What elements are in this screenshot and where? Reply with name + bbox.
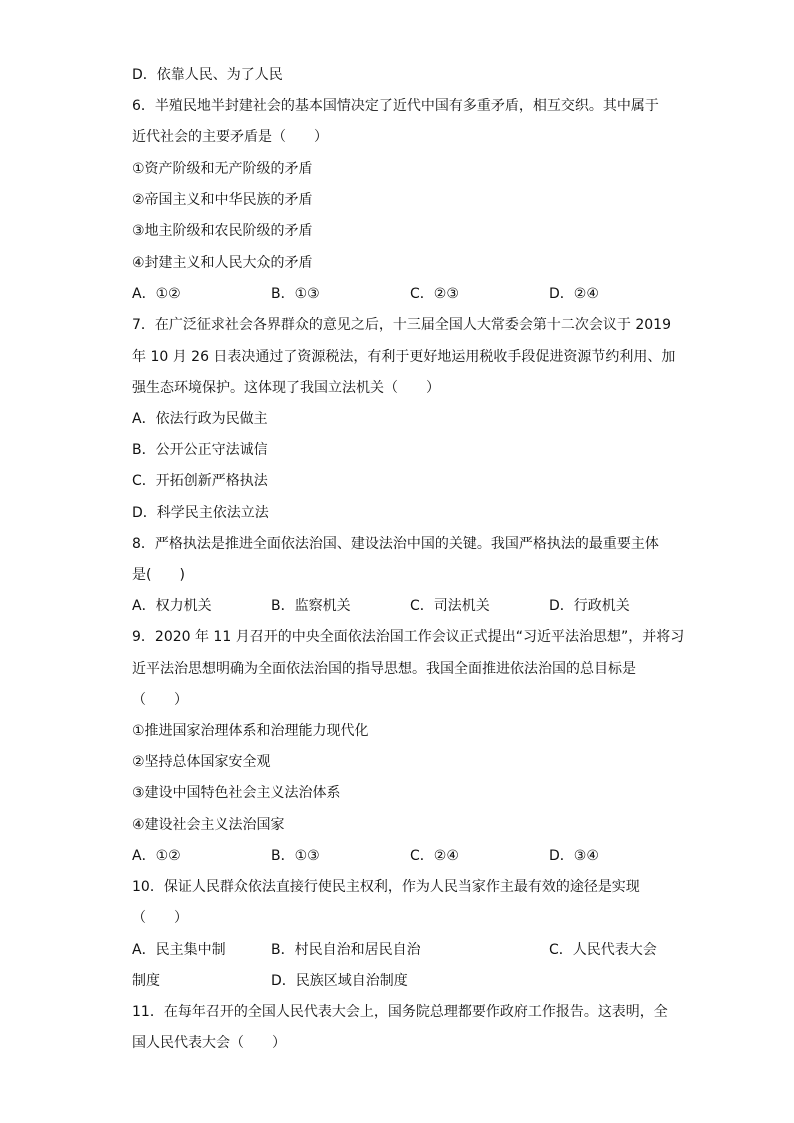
q11-stem-line1: 11．在每年召开的全国人民代表大会上，国务院总理都要作政府工作报告。这表明，全 bbox=[132, 1004, 668, 1020]
q9-item-2: ②坚持总体国家安全观 bbox=[132, 754, 271, 770]
q7-stem-line1: 7．在广泛征求社会各界群众的意见之后，十三届全国人大常委会第十二次会议于 2019 bbox=[132, 317, 671, 333]
q8-option-c: C．司法机关 bbox=[410, 598, 490, 614]
q6-option-a: A．①② bbox=[132, 286, 181, 302]
q7-option-c: C．开拓创新严格执法 bbox=[132, 473, 268, 489]
q7-option-d: D．科学民主依法立法 bbox=[132, 505, 269, 521]
q6-stem-line2: 近代社会的主要矛盾是（ ） bbox=[132, 129, 328, 145]
q9-option-a: A．①② bbox=[132, 848, 181, 864]
q10-stem-line2: （ ） bbox=[132, 910, 188, 926]
q6-item-2: ②帝国主义和中华民族的矛盾 bbox=[132, 192, 313, 208]
q6-stem-line1: 6．半殖民地半封建社会的基本国情决定了近代中国有多重矛盾，相互交织。其中属于 bbox=[132, 98, 659, 114]
q9-option-d: D．③④ bbox=[549, 848, 599, 864]
q9-option-b: B．①③ bbox=[271, 848, 320, 864]
q9-stem-line1: 9．2020 年 11 月召开的中央全面依法治国工作会议正式提出“习近平法治思想”，并将习 bbox=[132, 629, 685, 645]
q9-item-1: ①推进国家治理体系和治理能力现代化 bbox=[132, 723, 369, 739]
q8-option-d: D．行政机关 bbox=[549, 598, 630, 614]
q7-option-b: B．公开公正守法诚信 bbox=[132, 442, 268, 458]
q9-item-3: ③建设中国特色社会主义法治体系 bbox=[132, 785, 341, 801]
q9-stem-line2: 近平法治思想明确为全面依法治国的指导思想。我国全面推进依法治国的总目标是 bbox=[132, 661, 636, 677]
q10-option-c-part2: 制度 bbox=[132, 973, 160, 989]
q6-item-4: ④封建主义和人民大众的矛盾 bbox=[132, 255, 313, 271]
q6-option-b: B．①③ bbox=[271, 286, 320, 302]
q5-option-d: D．依靠人民、为了人民 bbox=[132, 67, 283, 83]
q7-stem-line2: 年 10 月 26 日表决通过了资源税法，有利于更好地运用税收手段促进资源节约利用、加 bbox=[132, 349, 676, 365]
q9-item-4: ④建设社会主义法治国家 bbox=[132, 817, 285, 833]
q6-item-3: ③地主阶级和农民阶级的矛盾 bbox=[132, 223, 313, 239]
q7-option-a: A．依法行政为民做主 bbox=[132, 411, 268, 427]
q8-stem-line2: 是( ) bbox=[132, 567, 185, 583]
q6-option-c: C．②③ bbox=[410, 286, 459, 302]
q8-option-a: A．权力机关 bbox=[132, 598, 212, 614]
q10-option-b: B．村民自治和居民自治 bbox=[271, 942, 421, 958]
q9-option-c: C．②④ bbox=[410, 848, 459, 864]
q10-option-d: D．民族区域自治制度 bbox=[271, 973, 408, 989]
q10-option-a: A．民主集中制 bbox=[132, 942, 226, 958]
q11-stem-line2: 国人民代表大会（ ） bbox=[132, 1035, 286, 1051]
q7-stem-line3: 强生态环境保护。这体现了我国立法机关（ ） bbox=[132, 380, 440, 396]
q10-stem-line1: 10．保证人民群众依法直接行使民主权利，作为人民当家作主最有效的途径是实现 bbox=[132, 879, 640, 895]
q8-stem-line1: 8．严格执法是推进全面依法治国、建设法治中国的关键。我国严格执法的最重要主体 bbox=[132, 536, 659, 552]
q6-item-1: ①资产阶级和无产阶级的矛盾 bbox=[132, 161, 313, 177]
q9-stem-line3: （ ） bbox=[132, 692, 188, 708]
q6-option-d: D．②④ bbox=[549, 286, 599, 302]
q10-option-c-part1: C．人民代表大会 bbox=[549, 942, 657, 958]
q8-option-b: B．监察机关 bbox=[271, 598, 351, 614]
